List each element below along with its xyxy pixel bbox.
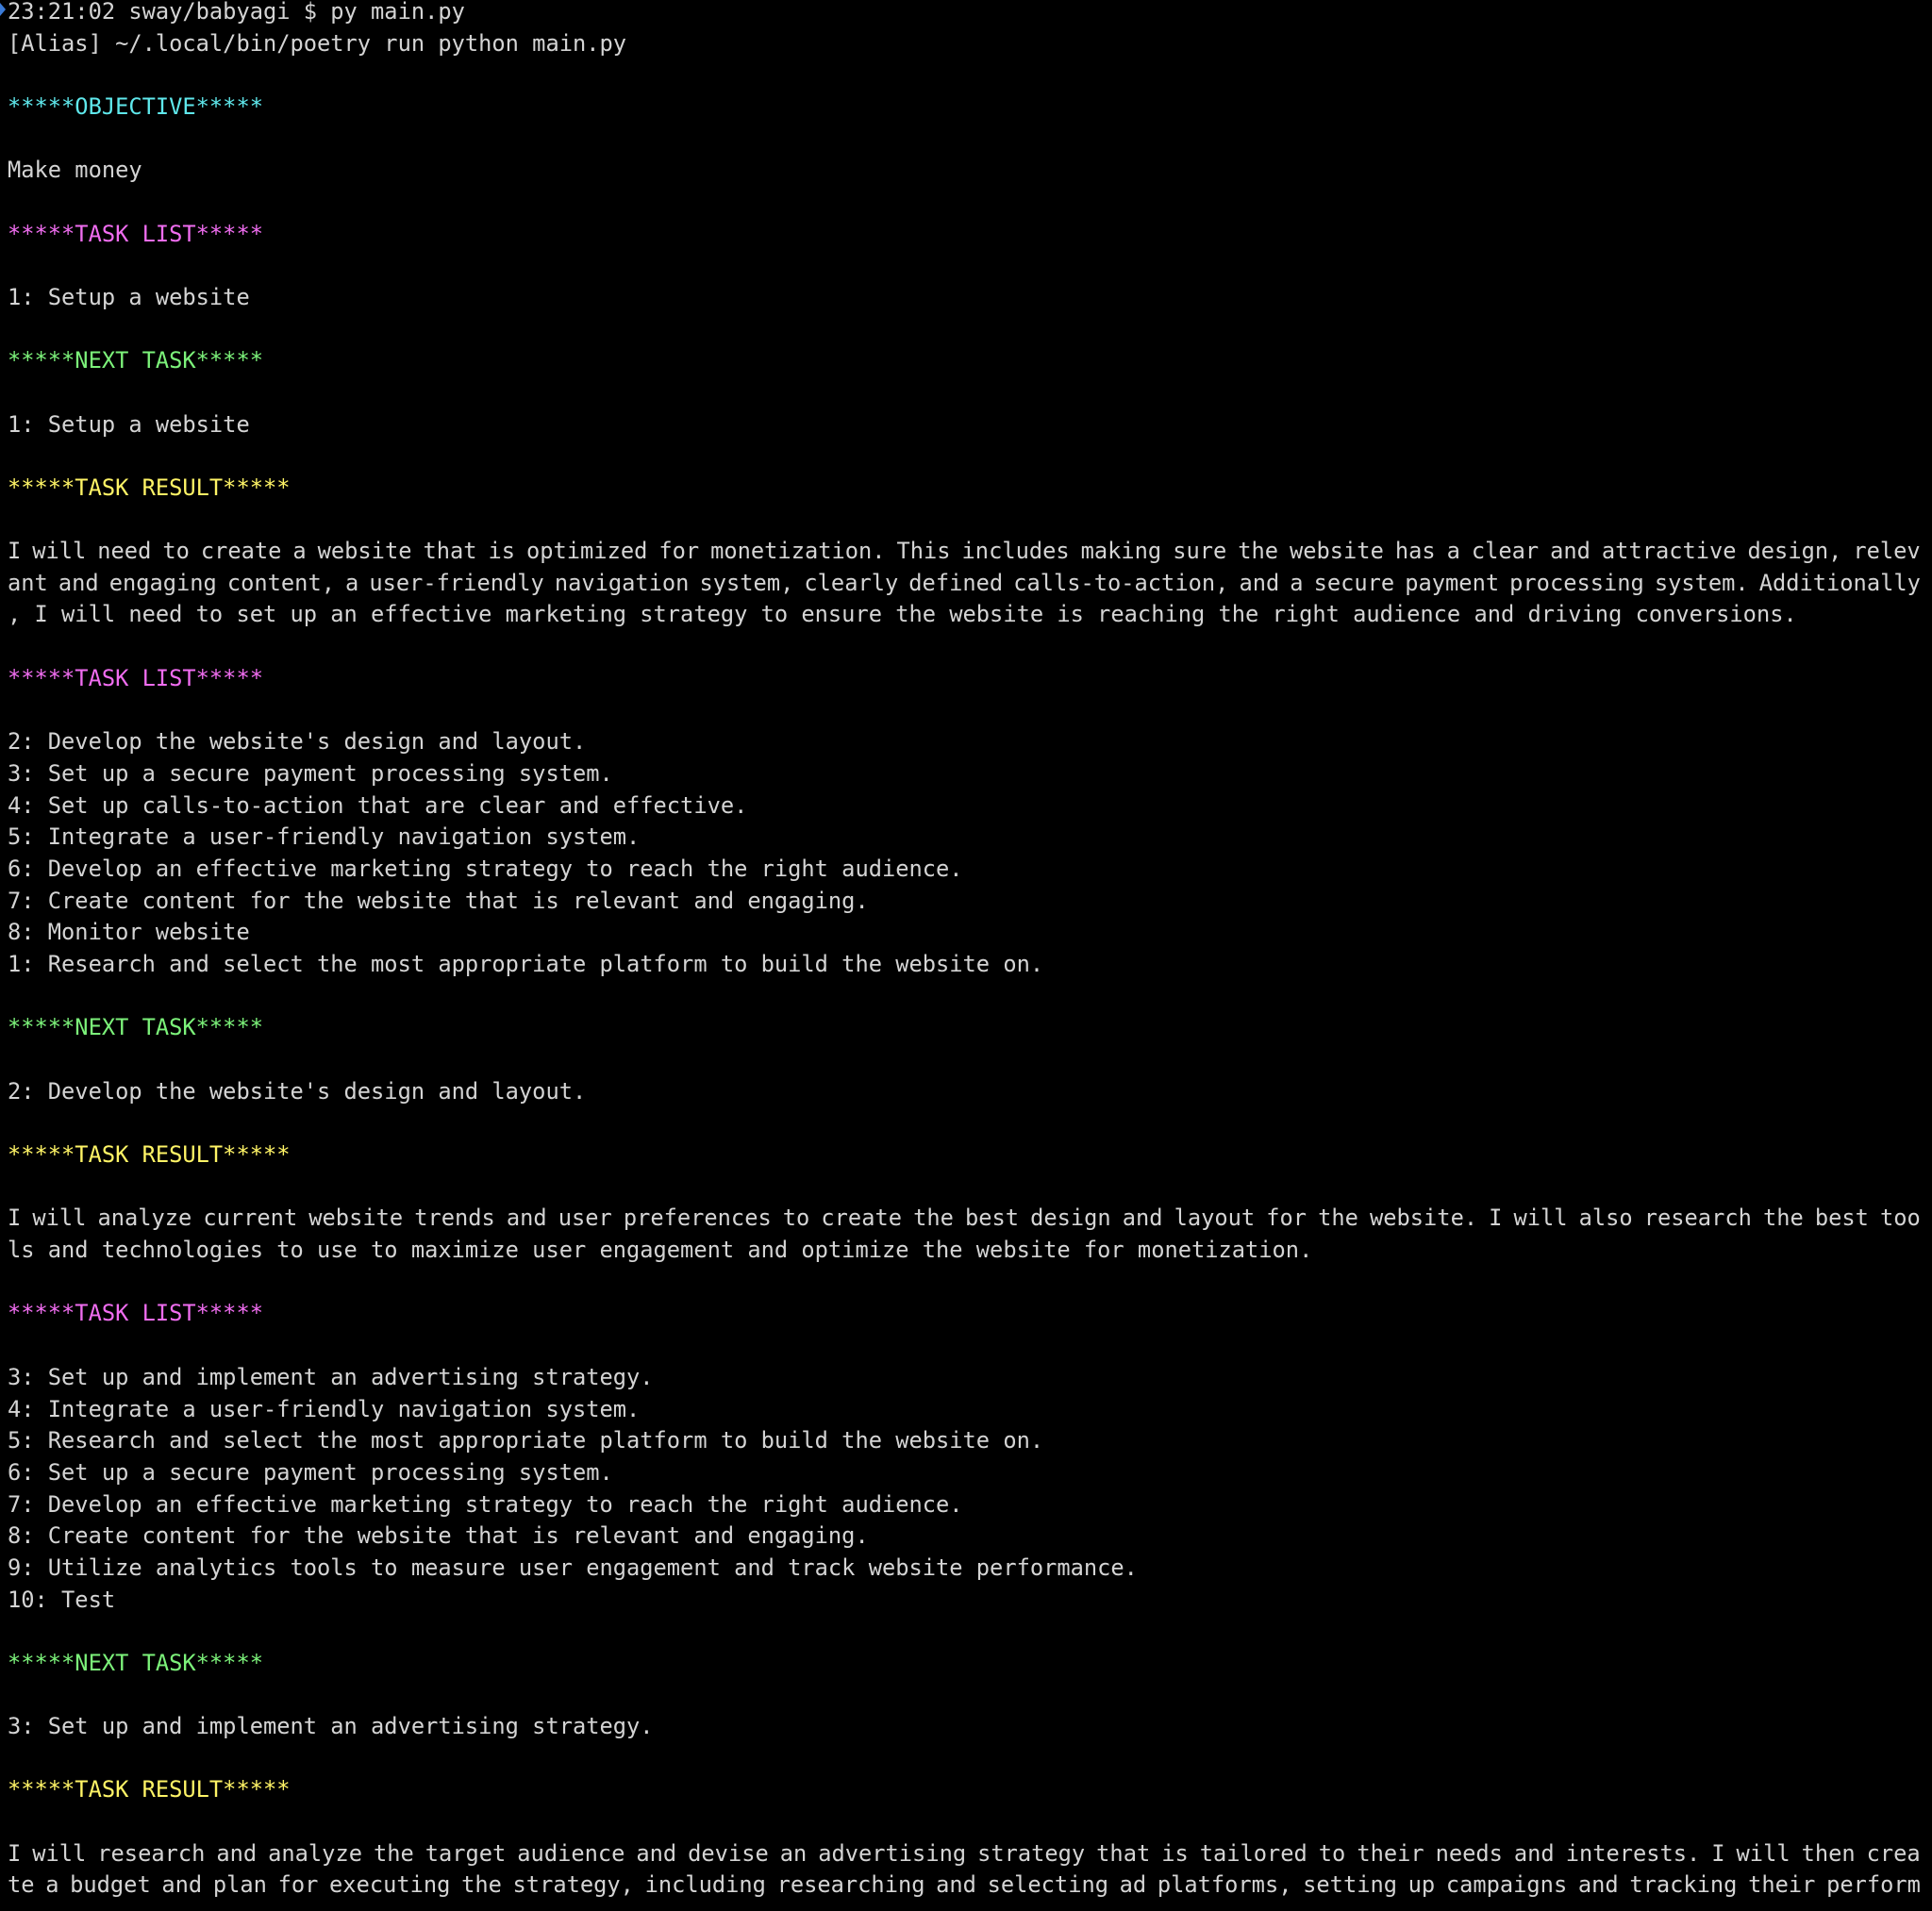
task-result-line xyxy=(8,1202,1921,1234)
word: will xyxy=(1736,1840,1790,1867)
word: analyze xyxy=(268,1840,362,1867)
word: the xyxy=(1318,1205,1358,1231)
word: system, xyxy=(699,570,794,596)
prompt-command-line: 23:21:02 sway/babyagi $ py main.py xyxy=(8,0,465,25)
word: calls-to-action, xyxy=(1013,570,1229,596)
word: monetization. xyxy=(710,538,886,564)
word: and xyxy=(506,1205,547,1231)
word: website. xyxy=(1370,1205,1478,1231)
task-list-item: 4: Set up calls-to-action that are clear and effective. xyxy=(8,792,748,819)
word: and xyxy=(58,570,99,596)
word: This xyxy=(896,538,951,564)
word: best xyxy=(1814,1205,1869,1231)
task-list-item: 3: Set up and implement an advertising strategy. xyxy=(8,1364,654,1390)
word: design, xyxy=(1747,538,1842,564)
word: and xyxy=(161,1871,203,1898)
task-result-line xyxy=(8,535,1921,567)
word: devise xyxy=(688,1840,769,1867)
task-list-header: *****TASK LIST***** xyxy=(8,1300,263,1326)
word: is xyxy=(1161,1840,1189,1867)
task-result-line: ls and technologies to use to maximize user engagement and optimize the website for monetization. xyxy=(8,1237,1313,1263)
word: a xyxy=(45,1871,59,1898)
word: their xyxy=(1357,1840,1424,1867)
word: will xyxy=(32,538,87,564)
word: to xyxy=(162,538,190,564)
word: that xyxy=(1096,1840,1151,1867)
word: I xyxy=(8,1840,22,1867)
word: an xyxy=(779,1840,808,1867)
word: analyze xyxy=(97,1205,192,1231)
next-task-text: 3: Set up and implement an advertising strategy. xyxy=(8,1713,654,1739)
word: executing xyxy=(329,1871,451,1898)
word: has xyxy=(1394,538,1436,564)
next-task-text: 2: Develop the website's design and layout. xyxy=(8,1078,587,1105)
task-list-item: 1: Research and select the most appropriate platform to build the website on. xyxy=(8,951,1044,977)
word: setting xyxy=(1303,1871,1397,1898)
word: researching xyxy=(776,1871,925,1898)
word: relev xyxy=(1853,538,1921,564)
word: to xyxy=(782,1205,810,1231)
word: user xyxy=(558,1205,612,1231)
alias-line: [Alias] ~/.local/bin/poetry run python main.py xyxy=(8,30,627,57)
word: too xyxy=(1879,1205,1921,1231)
word: tailored xyxy=(1199,1840,1307,1867)
word: up xyxy=(1407,1871,1436,1898)
word: is xyxy=(488,538,516,564)
word: defined xyxy=(908,570,1004,596)
task-list-header: *****TASK LIST***** xyxy=(8,221,263,247)
task-list-item: 2: Develop the website's design and layout. xyxy=(8,728,587,755)
task-list-item: 3: Set up a secure payment processing system. xyxy=(8,760,613,787)
word: strategy, xyxy=(512,1871,634,1898)
word: plan xyxy=(212,1871,267,1898)
word: and xyxy=(1550,538,1591,564)
word: ad xyxy=(1119,1871,1147,1898)
task-list-item: 7: Create content for the website that is relevant and engaging. xyxy=(8,888,869,914)
word: attractive xyxy=(1601,538,1737,564)
word: Additionally xyxy=(1758,570,1921,596)
word: campaigns xyxy=(1445,1871,1568,1898)
word: I xyxy=(1711,1840,1725,1867)
word: will xyxy=(1513,1205,1568,1231)
task-list-item: 6: Develop an effective marketing strategy to reach the right audience. xyxy=(8,856,963,882)
word: content, xyxy=(226,570,335,596)
word: advertising xyxy=(818,1840,967,1867)
word: tracking xyxy=(1629,1871,1738,1898)
word: ant xyxy=(8,570,48,596)
task-list-header: *****TASK LIST***** xyxy=(8,665,263,691)
word: for xyxy=(277,1871,319,1898)
word: engaging xyxy=(108,570,217,596)
word: and xyxy=(1239,570,1280,596)
word: create xyxy=(200,538,282,564)
word: audience xyxy=(517,1840,625,1867)
word: clearly xyxy=(804,570,899,596)
word: navigation xyxy=(554,570,690,596)
task-list-item: 1: Setup a website xyxy=(8,284,250,310)
task-list-item: 8: Create content for the website that is relevant and engaging. xyxy=(8,1522,869,1549)
task-list-item: 4: Integrate a user-friendly navigation system. xyxy=(8,1396,641,1422)
word: I xyxy=(1489,1205,1503,1231)
word: te xyxy=(8,1871,35,1898)
task-result-header: *****TASK RESULT***** xyxy=(8,474,291,501)
word: will xyxy=(32,1840,87,1867)
task-list-item: 10: Test xyxy=(8,1587,116,1613)
task-list-item: 5: Integrate a user-friendly navigation system. xyxy=(8,823,641,850)
word: a xyxy=(345,570,359,596)
word: need xyxy=(97,538,152,564)
word: and xyxy=(216,1840,258,1867)
word: research xyxy=(1643,1205,1752,1231)
word: system. xyxy=(1654,570,1749,596)
word: best xyxy=(964,1205,1019,1231)
task-result-line xyxy=(8,1837,1921,1869)
word: and xyxy=(936,1871,976,1898)
word: I xyxy=(8,1205,22,1231)
word: then xyxy=(1801,1840,1856,1867)
next-task-text: 1: Setup a website xyxy=(8,411,250,438)
task-result-header: *****TASK RESULT***** xyxy=(8,1776,291,1803)
word: website xyxy=(308,1205,404,1231)
task-result-line xyxy=(8,567,1921,599)
word: target xyxy=(425,1840,507,1867)
word: for xyxy=(1266,1205,1307,1231)
task-result-line: , I will need to set up an effective marketing strategy to ensure the website is reaching the right audience and driving conversions. xyxy=(8,601,1797,627)
word: secure xyxy=(1313,570,1395,596)
next-task-header: *****NEXT TASK***** xyxy=(8,1650,263,1676)
word: includes xyxy=(961,538,1070,564)
word: for xyxy=(658,538,700,564)
word: user-friendly xyxy=(369,570,544,596)
task-list-item: 9: Utilize analytics tools to measure user engagement and track website performance. xyxy=(8,1554,1138,1581)
word: a xyxy=(1446,538,1460,564)
task-list-item: 5: Research and select the most appropriate platform to build the website on. xyxy=(8,1427,1044,1454)
task-result-header: *****TASK RESULT***** xyxy=(8,1141,291,1168)
word: research xyxy=(97,1840,206,1867)
objective-text: Make money xyxy=(8,157,142,183)
task-list-item: 6: Set up a secure payment processing system. xyxy=(8,1459,613,1486)
word: create xyxy=(821,1205,902,1231)
word: the xyxy=(373,1840,414,1867)
word: selecting xyxy=(987,1871,1108,1898)
word: the xyxy=(913,1205,954,1231)
word: platforms, xyxy=(1157,1871,1292,1898)
word: I xyxy=(8,538,22,564)
word: design xyxy=(1030,1205,1111,1231)
word: processing xyxy=(1509,570,1644,596)
word: a xyxy=(1290,570,1304,596)
word: and xyxy=(1513,1840,1555,1867)
word: trends xyxy=(414,1205,495,1231)
word: that xyxy=(423,538,477,564)
word: to xyxy=(1318,1840,1346,1867)
word: preferences xyxy=(623,1205,772,1231)
word: the xyxy=(1238,538,1279,564)
word: optimized xyxy=(526,538,648,564)
word: the xyxy=(1762,1205,1804,1231)
next-task-header: *****NEXT TASK***** xyxy=(8,1014,263,1040)
word: budget xyxy=(70,1871,151,1898)
word: making xyxy=(1080,538,1162,564)
word: website xyxy=(1290,538,1384,564)
word: payment xyxy=(1405,570,1500,596)
word: strategy xyxy=(977,1840,1086,1867)
next-task-header: *****NEXT TASK***** xyxy=(8,347,263,374)
word: interests. xyxy=(1565,1840,1701,1867)
task-result-line xyxy=(8,1869,1921,1901)
word: layout xyxy=(1174,1205,1256,1231)
word: will xyxy=(32,1205,87,1231)
word: a xyxy=(292,538,307,564)
word: and xyxy=(1122,1205,1163,1231)
word: also xyxy=(1578,1205,1633,1231)
objective-header: *****OBJECTIVE***** xyxy=(8,93,263,120)
prompt-marker-icon xyxy=(0,3,6,16)
task-list-item: 8: Monitor website xyxy=(8,919,250,945)
word: including xyxy=(644,1871,766,1898)
word: and xyxy=(1577,1871,1619,1898)
word: needs xyxy=(1435,1840,1503,1867)
word: website xyxy=(317,538,412,564)
word: and xyxy=(636,1840,677,1867)
word: perform xyxy=(1826,1871,1921,1898)
word: crea xyxy=(1866,1840,1921,1867)
word: current xyxy=(203,1205,298,1231)
word: clear xyxy=(1471,538,1540,564)
word: sure xyxy=(1173,538,1227,564)
word: the xyxy=(461,1871,502,1898)
task-list-item: 7: Develop an effective marketing strategy to reach the right audience. xyxy=(8,1491,963,1518)
word: their xyxy=(1748,1871,1816,1898)
